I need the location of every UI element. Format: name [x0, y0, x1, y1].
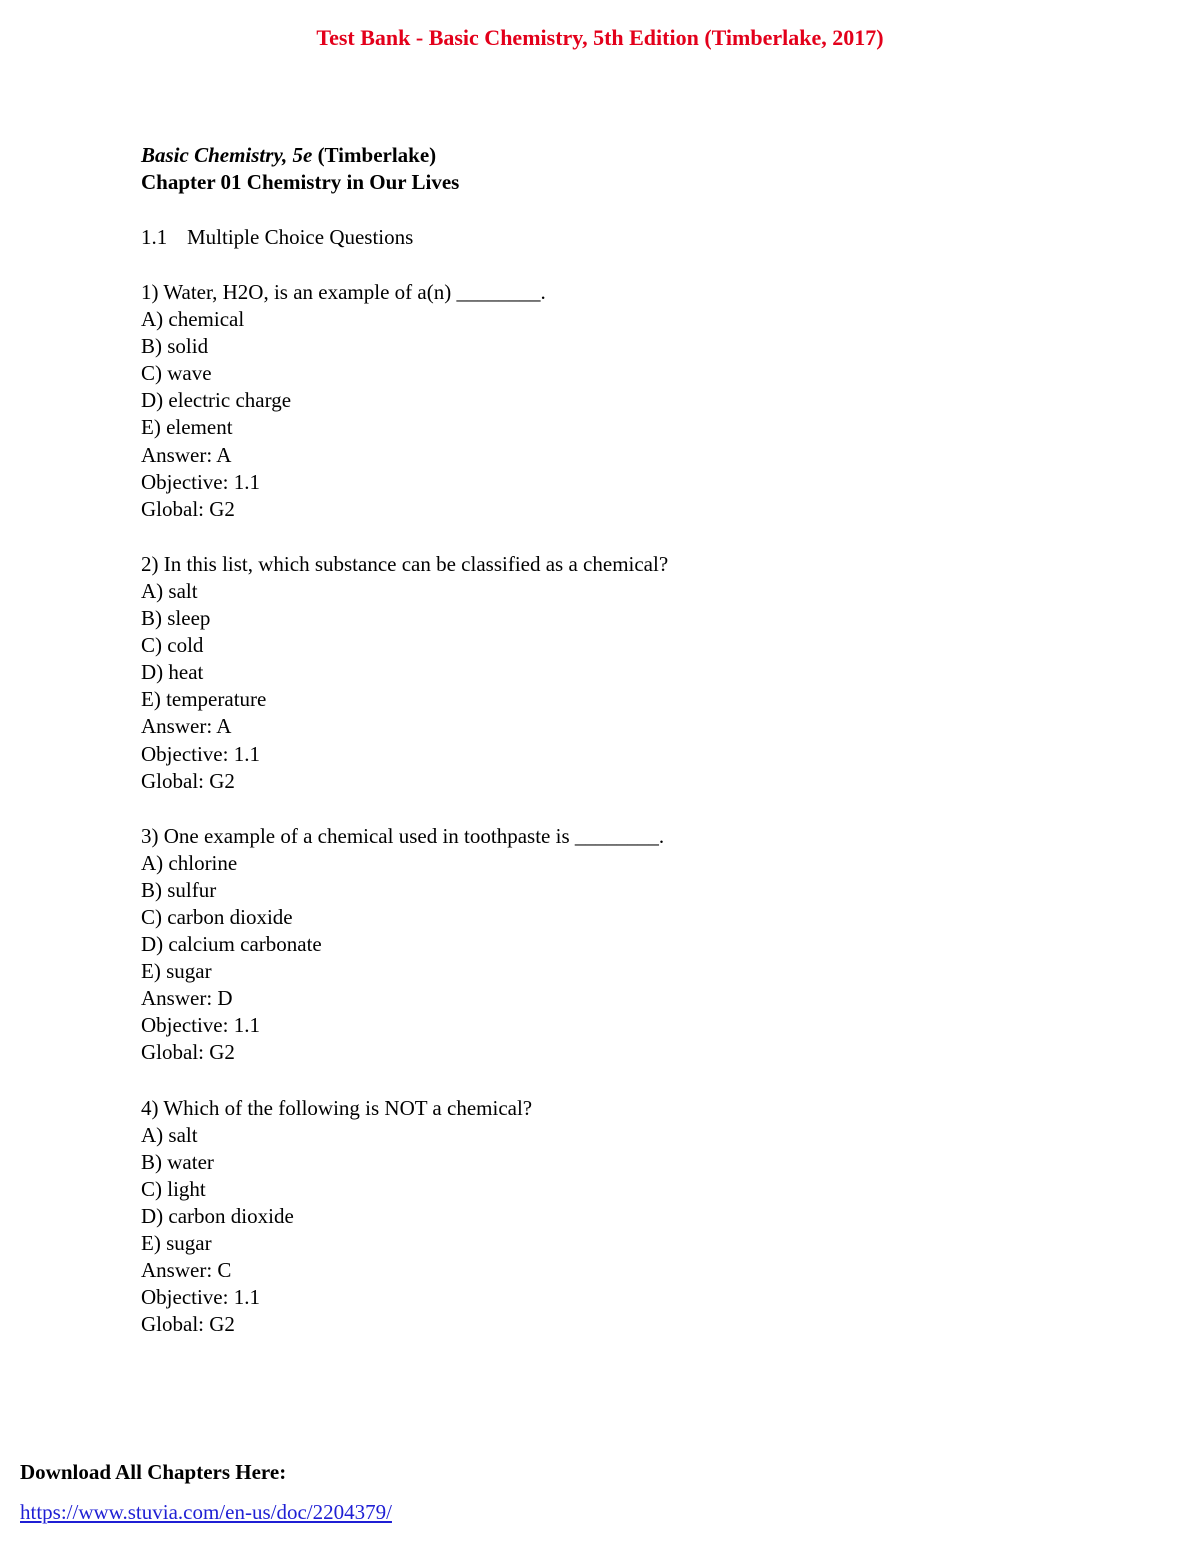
- question-block: [141, 823, 1101, 1067]
- answer-choice: A) salt: [141, 578, 198, 603]
- objective: Objective: 1.1: [141, 1285, 260, 1310]
- answer-choice: D) calcium carbonate: [141, 932, 322, 957]
- question-stem: 3) One example of a chemical used in toothpaste is ________.: [141, 823, 665, 848]
- question-stem: 4) Which of the following is NOT a chemical?: [141, 1095, 533, 1120]
- answer-key: Answer: A: [141, 442, 232, 467]
- answer-choice: E) element: [141, 415, 233, 440]
- answer-choice: D) electric charge: [141, 388, 292, 413]
- answer-choice: D) heat: [141, 660, 204, 685]
- question-list: [141, 279, 1101, 1338]
- answer-choice: D) carbon dioxide: [141, 1203, 294, 1228]
- global-tag: Global: G2: [141, 496, 235, 521]
- answer-choice: E) temperature: [141, 687, 267, 712]
- global-tag: Global: G2: [141, 768, 235, 793]
- objective: Objective: 1.1: [141, 469, 260, 494]
- answer-choice: A) salt: [141, 1122, 198, 1147]
- book-title: [141, 142, 1101, 169]
- answer-choice: A) chemical: [141, 307, 245, 332]
- global-tag: Global: G2: [141, 1312, 235, 1337]
- section-number: 1.1: [141, 225, 168, 249]
- question-block: [141, 1095, 1101, 1339]
- chapter-title: Chapter 01 Chemistry in Our Lives: [141, 170, 460, 194]
- answer-choice: C) wave: [141, 361, 212, 386]
- download-label: Download All Chapters Here:: [20, 1460, 287, 1484]
- answer-key: Answer: C: [141, 1258, 232, 1283]
- global-tag: Global: G2: [141, 1040, 235, 1065]
- answer-choice: E) sugar: [141, 959, 212, 984]
- question-block: [141, 551, 1101, 795]
- answer-choice: B) sulfur: [141, 877, 217, 902]
- answer-choice: C) light: [141, 1176, 206, 1201]
- question-stem: 1) Water, H2O, is an example of a(n) ________.: [141, 280, 546, 304]
- answer-choice: E) sugar: [141, 1231, 212, 1255]
- answer-choice: B) sleep: [141, 606, 211, 631]
- document-header: Test Bank - Basic Chemistry, 5th Edition (Timberlake, 2017): [316, 25, 884, 50]
- download-link[interactable]: https://www.stuvia.com/en-us/doc/2204379/: [20, 1500, 392, 1524]
- answer-key: Answer: D: [141, 986, 233, 1011]
- answer-choice: C) carbon dioxide: [141, 904, 293, 929]
- objective: Objective: 1.1: [141, 741, 260, 766]
- book-title-italic: Basic Chemistry, 5e: [141, 143, 313, 167]
- section-heading: [141, 224, 1101, 251]
- question-block: [141, 279, 1101, 523]
- book-author: (Timberlake): [312, 143, 437, 167]
- question-stem: 2) In this list, which substance can be classified as a chemical?: [141, 551, 669, 576]
- section-title: Multiple Choice Questions: [187, 225, 414, 249]
- objective: Objective: 1.1: [141, 1013, 260, 1038]
- answer-choice: B) solid: [141, 334, 209, 359]
- document-body: [141, 142, 1101, 1338]
- answer-choice: C) cold: [141, 633, 204, 658]
- answer-choice: B) water: [141, 1149, 214, 1174]
- answer-key: Answer: A: [141, 714, 232, 739]
- answer-choice: A) chlorine: [141, 850, 238, 875]
